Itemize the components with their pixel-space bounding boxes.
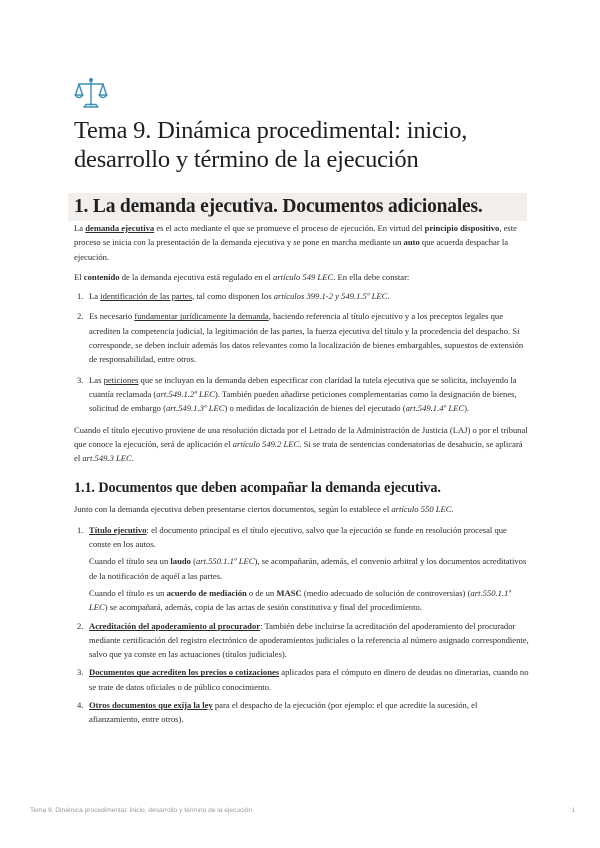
paragraph-contenido: El contenido de la demanda ejecutiva está regulado en el artículo 549 LEC. En ella debe constar: [74, 271, 410, 282]
list-item: 2. Es necesario fundamentar jurídicamente la demanda, haciendo referencia al título ejecutivo y a los preceptos legales que acrediten la competencia judicial, la legitimación de las partes, la fuerza ejecutiva del título y la procedencia del despacho. Si corresponde, se deben incluir además los datos relevantes como la localización de bienes embargables, supuestos de extensión de responsabilidad, entre otros. [77, 311, 524, 365]
section-heading-1-1: 1.1. Documentos que deben acompañar la demanda ejecutiva. [74, 480, 441, 497]
list-item: 4. Otros documentos que exija la ley para el despacho de la ejecución (por ejemplo: el que acredite la sucesión, el afianzamiento, entre otros). [77, 700, 478, 725]
documents-list [74, 523, 529, 727]
section-heading-1: 1. La demanda ejecutiva. Documentos adicionales. [74, 196, 483, 217]
paragraph-documentos: Junto con la demanda ejecutiva deben presentarse ciertos documentos, según lo establece el artículo 550 LEC. [74, 504, 454, 515]
list-item: 1. La identificación de las partes, tal como disponen los artículos 399.1-2 y 549.1.5º LEC. [77, 291, 390, 302]
balance-scale-icon [74, 76, 108, 110]
requirements-list [74, 289, 529, 415]
list-item: 2. Acreditación del apoderamiento al procurador: También debe incluirse la acreditación del apoderamiento del procurador mediante certificación del registro electrónico de apoderamientos judiciales o la referencia al número asignado correspondiente, salvo que ya conste en las actuaciones (títulos judiciales). [77, 620, 529, 660]
sub-paragraph-mediacion: Cuando el título es un acuerdo de mediación o de un MASC (medio adecuado de solución de controversias) (art.550.1.1º LEC) se acompañará, además, copia de las actas de sesión constitutiva y final del procedimiento. [89, 587, 512, 613]
page-title: Tema 9. Dinámica procedimental: inicio, desarrollo y término de la ejecución [74, 117, 468, 173]
sub-paragraph-laudo: Cuando el título sea un laudo (art.550.1.1º LEC), se acompañarán, además, el convenio arbitral y los documentos acreditativos de la notificación de aquél a las partes. [89, 556, 527, 581]
footer-title: Tema 9. Dinámica procedimental: inicio, desarrollo y término de la ejecución [30, 807, 253, 814]
document-body [74, 221, 529, 727]
list-item: 1. Título ejecutivo: el documento principal es el título ejecutivo, salvo que la ejecución se funde en resolución procesal que conste en los autos. Cuando el título sea un laudo (art.550.1.1º LEC), se acompañarán, además, el convenio arbitral y los documentos acreditativos de la notificación de aquél a las partes. Cuando el título es un acuerdo de mediación o de un MASC (medio adecuado de solución de controversias) (art.550.1.1º LEC) se acompañará, además, copia de las actas de sesión constitutiva y final del procedimiento. [74, 523, 529, 615]
list-item: 3. Documentos que acrediten los precios o cotizaciones aplicados para el cómputo en dinero de deudas no dinerarias, cuando no se trate de datos oficiales o de público conocimiento. [77, 667, 529, 692]
page-footer [30, 807, 575, 814]
paragraph-titulo-ejecutivo: Cuando el título ejecutivo proviene de una resolución dictada por el Letrado de la Administración de Justicia (LAJ) o por el tribunal que conoce la ejecución, será de aplicación el artículo 549.2 LEC. Si se trata de sentencias condenatorias de desahucio, se aplicará el art.549.3 LEC. [74, 424, 528, 464]
list-item: 3. Las peticiones que se incluyan en la demanda deben especificar con claridad la tutela ejecutiva que se solicita, incluyendo la cuantía reclamada (art.549.1.2º LEC). También pueden añadirse peticiones complementarias como la designación de bienes, solicitud de embargo (art.549.1.3º LEC) o medidas de localización de bienes del ejecutado (art.549.1.4º LEC). [77, 374, 517, 414]
paragraph-demanda: La demanda ejecutiva es el acto mediante el que se promueve el proceso de ejecución. En virtud del principio dispositivo, este proceso se inicia con la presentación de la demanda ejecutiva y se pone en marcha mediante un auto que acuerda despachar la ejecución. [74, 223, 517, 262]
page-number: 1 [571, 807, 575, 814]
